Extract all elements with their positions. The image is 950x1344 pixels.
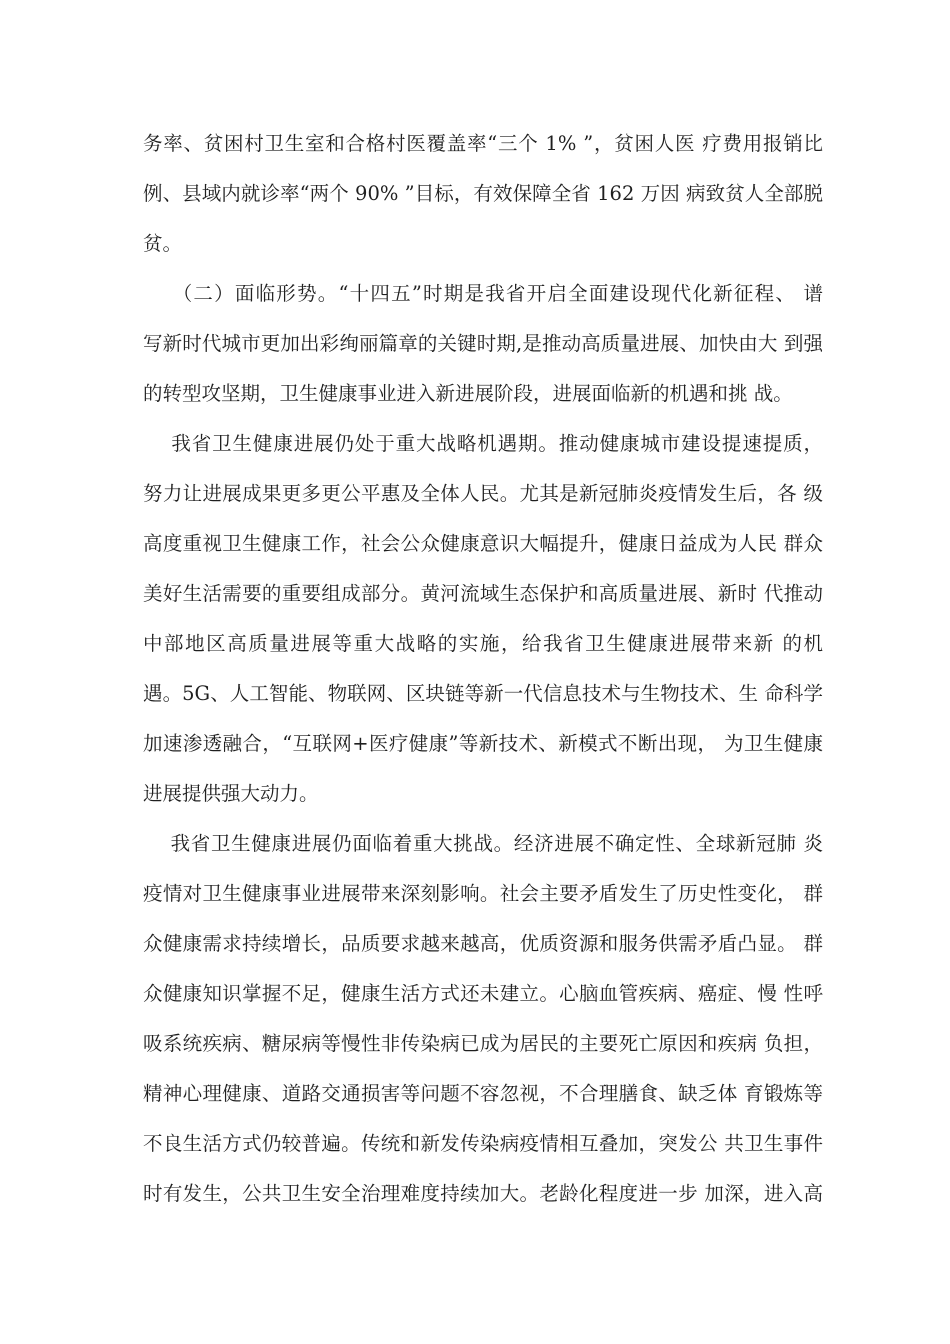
text-line: 疫情对卫生健康事业进展带来深刻影响。社会主要矛盾发生了历史性变化， 群 bbox=[143, 882, 823, 905]
text-line: 努力让进展成果更多更公平惠及全体人民。尤其是新冠肺炎疫情发生后，各 级 bbox=[143, 482, 823, 505]
text-line: 贫。 bbox=[143, 232, 183, 255]
text-line: （二）面临形势。“十四五”时期是我省开启全面建设现代化新征程、 谱 bbox=[143, 282, 823, 305]
text-line: 例、县域内就诊率“两个 90% ”目标，有效保障全省 162 万因 病致贫人全部脱 bbox=[143, 182, 823, 205]
text-line: 时有发生，公共卫生安全治理难度持续加大。老龄化程度进一步 加深，进入高 bbox=[143, 1182, 823, 1205]
text-line: 我省卫生健康进展仍处于重大战略机遇期。推动健康城市建设提速提质， bbox=[143, 432, 823, 455]
text-line: 务率、贫困村卫生室和合格村医覆盖率“三个 1% ”，贫困人医 疗费用报销比 bbox=[143, 132, 823, 155]
text-line: 遇。5G、人工智能、物联网、区块链等新一代信息技术与生物技术、生 命科学 bbox=[143, 682, 823, 705]
text-line: 中部地区高质量进展等重大战略的实施，给我省卫生健康进展带来新 的机 bbox=[143, 632, 823, 655]
text-line: 吸系统疾病、糖尿病等慢性非传染病已成为居民的主要死亡原因和疾病 负担， bbox=[143, 1032, 823, 1055]
text-line: 写新时代城市更加出彩绚丽篇章的关键时期,是推动高质量进展、加快由大 到强 bbox=[143, 332, 823, 355]
text-line: 众健康知识掌握不足，健康生活方式还未建立。心脑血管疾病、癌症、慢 性呼 bbox=[143, 982, 823, 1005]
text-line: 高度重视卫生健康工作，社会公众健康意识大幅提升，健康日益成为人民 群众 bbox=[143, 532, 823, 555]
text-line: 我省卫生健康进展仍面临着重大挑战。经济进展不确定性、全球新冠肺 炎 bbox=[143, 832, 823, 855]
text-line: 进展提供强大动力。 bbox=[143, 782, 319, 805]
text-line: 加速渗透融合，“互联网+医疗健康”等新技术、新模式不断出现， 为卫生健康 bbox=[143, 732, 823, 755]
text-line: 不良生活方式仍较普遍。传统和新发传染病疫情相互叠加，突发公 共卫生事件 bbox=[143, 1132, 823, 1155]
text-line: 的转型攻坚期，卫生健康事业进入新进展阶段，进展面临新的机遇和挑 战。 bbox=[143, 382, 793, 405]
text-line: 精神心理健康、道路交通损害等问题不容忽视，不合理膳食、缺乏体 育锻炼等 bbox=[143, 1082, 823, 1105]
text-line: 美好生活需要的重要组成部分。黄河流域生态保护和高质量进展、新时 代推动 bbox=[143, 582, 823, 605]
text-line: 众健康需求持续增长，品质要求越来越高，优质资源和服务供需矛盾凸显。 群 bbox=[143, 932, 823, 955]
